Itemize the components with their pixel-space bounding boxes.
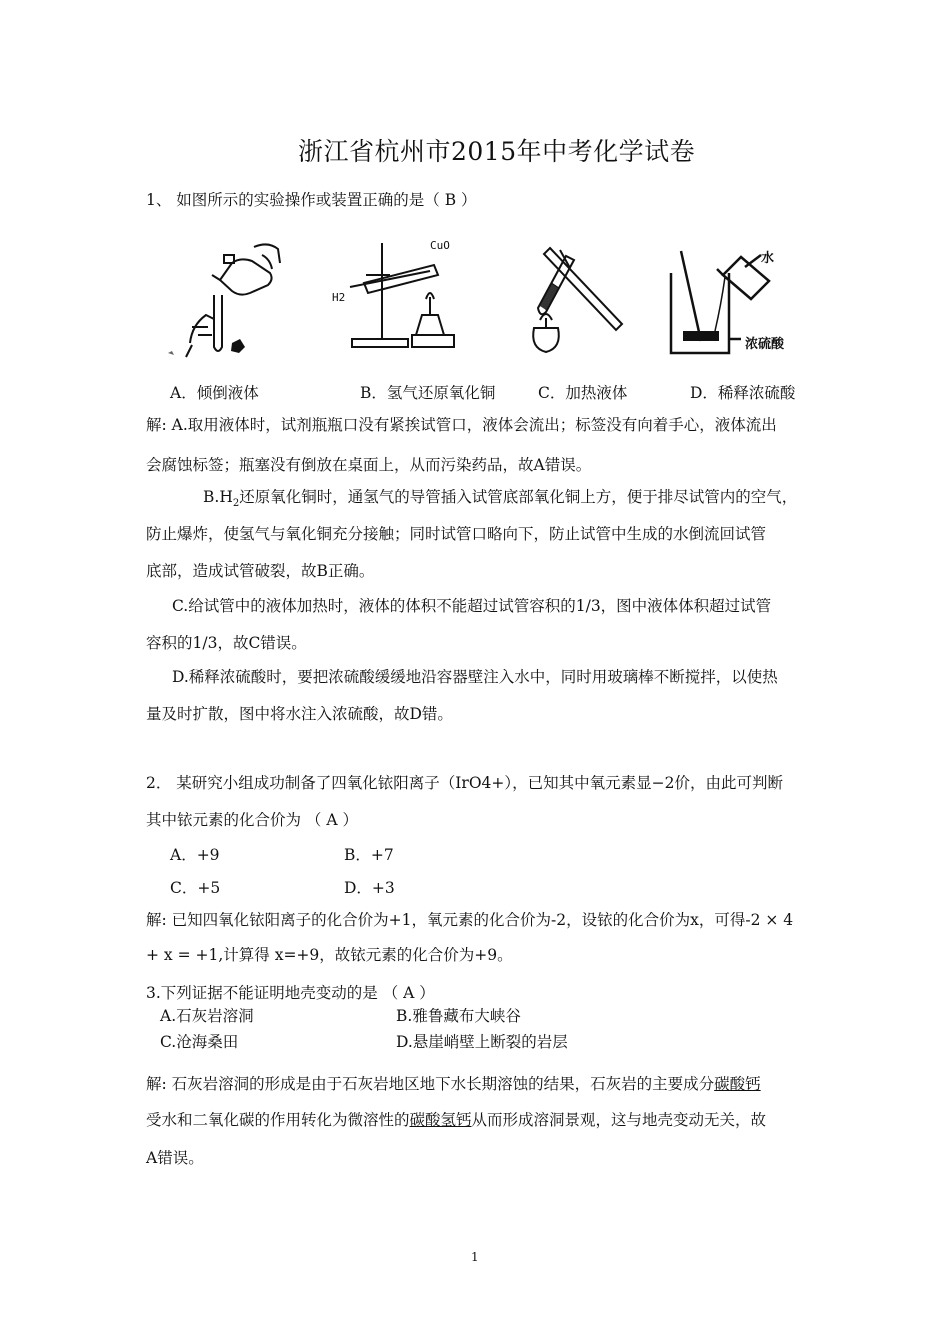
q3-option-a: A.石灰岩溶洞 xyxy=(160,1007,254,1025)
q1-solution-line-2: 会腐蚀标签；瓶塞没有倒放在桌面上，从而污染药品，故A错误。 xyxy=(146,456,592,474)
q1-solution-line-7: 容积的1/3，故C错误。 xyxy=(146,634,307,652)
q1-option-a: A．倾倒液体 xyxy=(170,384,259,402)
q3-solution-text-2: 受水和二氧化碳的作用转化为微溶性的 xyxy=(146,1111,410,1129)
q3-solution-line-2 xyxy=(146,1108,766,1130)
q3-solution-text-1: 解: 石灰岩溶洞的形成是由于石灰岩地区地下水长期溶蚀的结果，石灰岩的主要成分 xyxy=(146,1075,715,1093)
page-number: 1 xyxy=(471,1250,479,1264)
q1-solution-line-6: C.给试管中的液体加热时，液体的体积不能超过试管容积的1/3，图中液体体积超过试管 xyxy=(172,597,772,615)
q1-option-c: C．加热液体 xyxy=(538,384,628,402)
q1-option-d: D．稀释浓硫酸 xyxy=(690,384,796,402)
q1-solution-b-text: 还原氧化铜时，通氢气的导管插入试管底部氧化铜上方，便于排尽试管内的空气， xyxy=(239,488,798,506)
figure-label-cuo: CuO xyxy=(430,239,450,252)
question-1: 1、 如图所示的实验操作或装置正确的是（ B ） xyxy=(146,191,477,209)
q2-option-a: A．+9 xyxy=(170,846,220,864)
q3-option-d: D.悬崖峭壁上断裂的岩层 xyxy=(396,1033,568,1051)
q1-solution-b-prefix: B.H xyxy=(203,488,233,506)
q3-option-b: B.雅鲁藏布大峡谷 xyxy=(396,1007,521,1025)
figure-label-h2: H2 xyxy=(332,291,346,304)
q3-link-calcium-carbonate[interactable]: 碳酸钙 xyxy=(714,1075,761,1093)
figure-d-diluting-acid xyxy=(665,245,795,360)
q1-solution-b-subscript: 2 xyxy=(232,498,240,510)
q1-solution-line-9: 量及时扩散，图中将水注入浓硫酸，故D错。 xyxy=(146,705,453,723)
q3-solution-line-1 xyxy=(146,1072,761,1094)
q3-solution-line-3: A错误。 xyxy=(146,1149,204,1167)
page-title: 浙江省杭州市2015年中考化学试卷 xyxy=(298,137,696,166)
q1-solution-line-1: 解: A.取用液体时，试剂瓶瓶口没有紧挨试管口，液体会流出；标签没有向着手心，液体流出 xyxy=(146,416,777,434)
q2-option-d: D．+3 xyxy=(344,879,395,897)
q2-option-b: B．+7 xyxy=(344,846,394,864)
question-2-line-2: 其中铱元素的化合价为 （ A ） xyxy=(146,811,358,829)
q1-solution-line-3 xyxy=(203,485,797,509)
question-2-line-1: 2． 某研究小组成功制备了四氧化铱阳离子（IrO4+），已知其中氧元素显−2价，由此可判断 xyxy=(146,774,783,792)
figure-a-pouring-liquid xyxy=(162,235,292,360)
q1-solution-line-8: D.稀释浓硫酸时，要把浓硫酸缓缓地沿容器壁注入水中，同时用玻璃棒不断搅拌，以使热 xyxy=(172,668,778,686)
figure-label-acid: 浓硫酸 xyxy=(745,337,785,352)
q2-solution-line-2: + x = +1,计算得 x=+9，故铱元素的化合价为+9。 xyxy=(146,946,513,964)
q2-solution-line-1: 解: 已知四氧化铱阳离子的化合价为+1，氧元素的化合价为-2，设铱的化合价为x，可得-2 × 4 xyxy=(146,911,794,929)
figure-c-heating-liquid xyxy=(510,238,630,358)
q3-link-calcium-bicarbonate[interactable]: 碳酸氢钙 xyxy=(409,1111,472,1129)
q1-solution-line-4: 防止爆炸，使氢气与氧化铜充分接触；同时试管口略向下，防止试管中生成的水倒流回试管 xyxy=(146,525,767,543)
q3-solution-text-3: 从而形成溶洞景观，这与地壳变动无关，故 xyxy=(471,1111,767,1129)
q1-option-b: B．氢气还原氧化铜 xyxy=(360,384,496,402)
figure-label-water: 水 xyxy=(761,251,775,266)
q1-solution-line-5: 底部，造成试管破裂，故B正确。 xyxy=(146,562,375,580)
question-3: 3.下列证据不能证明地壳变动的是 （ A ） xyxy=(146,984,435,1002)
q2-option-c: C．+5 xyxy=(170,879,221,897)
figure-b-hydrogen-reduction xyxy=(330,235,460,355)
q3-option-c: C.沧海桑田 xyxy=(160,1033,239,1051)
